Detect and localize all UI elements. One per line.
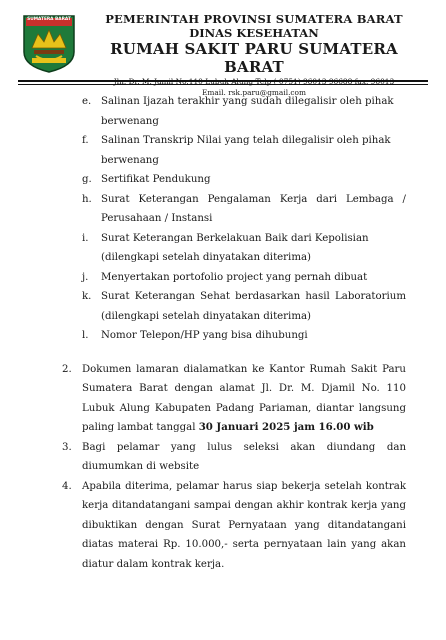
list-item: 2. Dokumen lamaran dialamatkan ke Kantor Rumah Sakit Paru Sumatera Barat dengan alamat Jl. Dr. M. Djamil No. 110 Lubuk Alung Kabupaten Padang Pariaman, diantar langsung paling lambat tanggal 30 Januari 2025 jam 16.00 wib [62,363,406,433]
requirements-sublist [0,92,446,346]
document-body [0,92,446,574]
letterhead-divider-thin [18,84,428,85]
list-item: j. Menyertakan portofolio project yang pernah dibuat [82,271,368,283]
logo-text: SUMATERA BARAT [27,17,71,22]
letterhead-line1: PEMERINTAH PROVINSI SUMATERA BARAT [105,12,403,26]
list-item: 3. Bagi pelamar yang lulus seleksi akan diundang dan diumumkan di website [62,441,406,472]
list-item: g. Sertifikat Pendukung [82,174,211,185]
letterhead-line3: RUMAH SAKIT PARU SUMATERA BARAT [110,40,398,76]
letterhead-line2: DINAS KESEHATAN [189,26,319,40]
letterhead-address: Jln. Dr. M. Jamil No.110 Lubuk Alung Telp ( 0751) 96013 96688 fax. 96013 [113,77,395,86]
list-item: k. Surat Keterangan Sehat berdasarkan hasil Laboratorium (dilengkapi setelah dinyatakan diterima) [82,291,406,322]
letterhead-divider [18,80,428,82]
province-logo [20,12,78,74]
list-item: f. Salinan Transkrip Nilai yang telah dilegalisir oleh pihak berwenang [82,135,391,166]
list-item: l. Nomor Telepon/HP yang bisa dihubungi [82,330,308,341]
list-item: i. Surat Keterangan Berkelakuan Baik dari Kepolisian (dilengkapi setelah dinyatakan diterima) [82,232,369,263]
list-item: h. Surat Keterangan Pengalaman Kerja dari Lembaga / Perusahaan / Instansi [82,193,406,224]
letterhead-email: Email. rsk.paru@gmail.com [201,88,307,97]
list-item: e. Salinan Ijazah terakhir yang sudah dilegalisir oleh pihak berwenang [82,96,394,127]
list-item: 4. Apabila diterima, pelamar harus siap bekerja setelah kontrak kerja ditandatangani sampai dengan akhir kontrak kerja yang dibuktikan dengan Surat Pernyataan yang ditandatangani diatas materai Rp. 10.000,- serta pernyataan lain yang akan diatur dalam kontrak kerja. [62,480,406,570]
deadline-text: 30 Januari 2025 jam 16.00 wib [198,421,374,433]
letterhead [84,12,424,98]
numbered-list [0,360,446,575]
